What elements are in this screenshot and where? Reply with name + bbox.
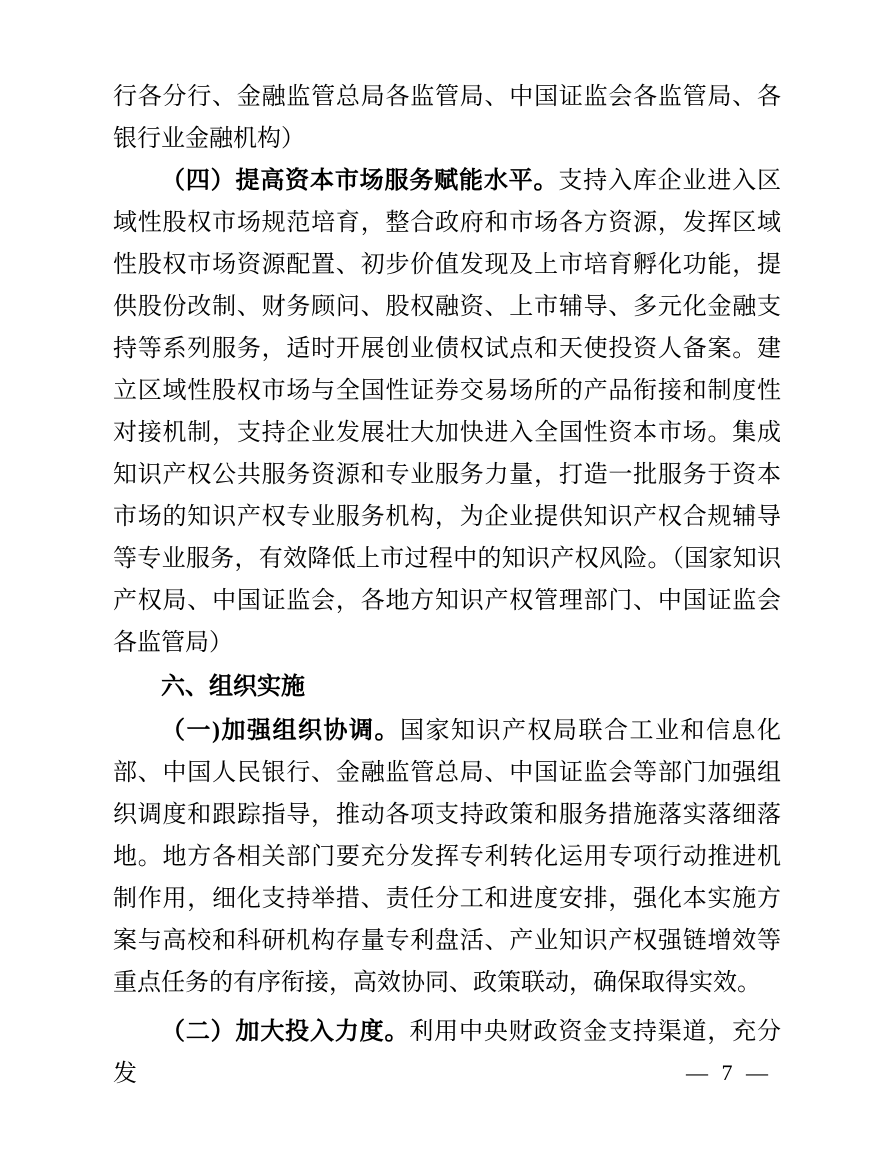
section-4-body: 支持入库企业进入区域性股权市场规范培育，整合政府和市场各方资源，发挥区域性股权市场资源配置、初步价值发现及上市培育孵化功能，提供股份改制、财务顾问、股权融资、上市辅导、多元化金融支持等系列服务，适时开展创业债权试点和天使投资人备案。建立区域性股权市场与全国性证券交易场所的产品衔接和制度性对接机制，支持企业发展壮大加快进入全国性资本市场。集成知识产权公共服务资源和专业服务力量，打造一批服务于资本市场的知识产权专业服务机构，为企业提供知识产权合规辅导等专业服务，有效降低上市过程中的知识产权风险。: [113, 168, 782, 572]
section-4-departments-note: （国家知识产权局、中国证监会，各地方知识产权管理部门、中国证监会各监管局）: [113, 546, 782, 656]
section-6-1-lead: （一)加强组织协调。: [161, 718, 400, 744]
section-6-1-body: 国家知识产权局联合工业和信息化部、中国人民银行、金融监管总局、中国证监会等部门加强组织调度和跟踪指导，推动各项支持政策和服务措施落实落细落地。地方各相关部门要充分发挥专利转化运用专项行动推进机制作用，细化支持举措、责任分工和进度安排，强化本实施方案与高校和科研机构存量专利盘活、产业知识产权强链增效等重点任务的有序衔接，高效协同、政策联动，确保取得实效。: [113, 718, 781, 996]
paragraph-section-6-1: [113, 710, 781, 1004]
paragraph-section-6-2: [113, 1011, 781, 1095]
paragraph-section-4: [113, 160, 781, 664]
section-6-2-lead: （二）加大投入力度。: [161, 1019, 410, 1045]
section-6-heading: 六、组织实施: [161, 673, 305, 700]
document-content: [113, 76, 781, 1095]
page-number: — 7 —: [686, 1060, 772, 1085]
paragraph-continuation: 行各分行、金融监管总局各监管局、中国证监会各监管局、各银行业金融机构）: [113, 84, 781, 152]
section-4-lead: （四）提高资本市场服务赋能水平。: [161, 168, 559, 194]
section-6-2-body: 利用中央财政资金支持渠道，充分发: [113, 1019, 782, 1087]
